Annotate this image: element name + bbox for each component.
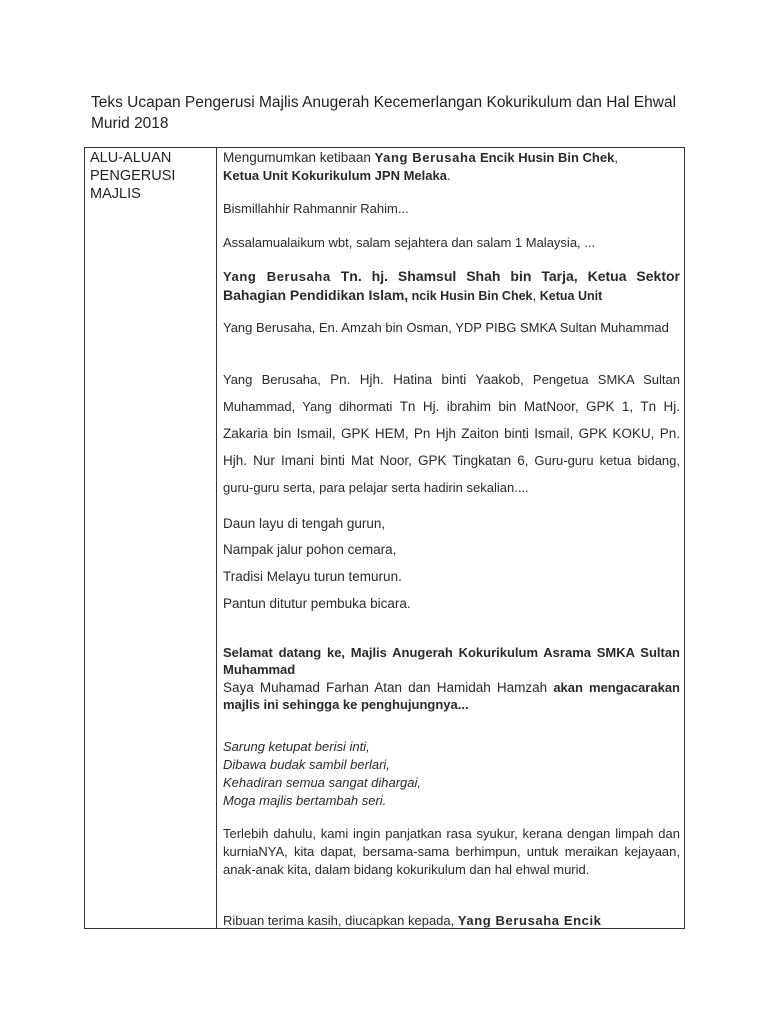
pantun-line: Sarung ketupat berisi inti, (223, 739, 370, 754)
welcome-paragraph: Selamat datang ke, Majlis Anugerah Kokurikulum Asrama SMKA Sultan Muhammad (223, 645, 680, 677)
gratitude-paragraph: Terlebih dahulu, kami ingin panjatkan rasa syukur, kerana dengan limpah dan kurniaNYA, kita dapat, bersama-sama berhimpun, untuk meraikan kejayaan, anak-anak kita, dalam bidang kokurikulum dan hal ehwal murid. (223, 826, 680, 877)
pantun-line: Pantun ditutur pembuka bicara. (223, 596, 411, 611)
emcee-paragraph: Saya Muhamad Farhan Atan dan Hamidah Hamzah akan mengacarakan majlis ini sehingga ke penghujungnya... (223, 680, 680, 712)
pantun-line: Tradisi Melayu turun temurun. (223, 569, 402, 584)
section-label-line: MAJLIS (90, 186, 141, 202)
section-label (90, 149, 210, 203)
column-divider (216, 148, 217, 928)
speech-table (84, 147, 685, 929)
pibg-paragraph: Yang Berusaha, En. Amzah bin Osman, YDP PIBG SMKA Sultan Muhammad (223, 320, 669, 335)
thanks-paragraph: Ribuan terima kasih, diucapkan kepada, Yang Berusaha Encik (223, 913, 602, 928)
pantun-line: Nampak jalur pohon cemara, (223, 542, 397, 557)
document-title: Teks Ucapan Pengerusi Majlis Anugerah Kecemerlangan Kokurikulum dan Hal Ehwal Murid 2018 (91, 94, 677, 132)
pantun-line: Dibawa budak sambil berlari, (223, 757, 390, 772)
pantun-line: Daun layu di tengah gurun, (223, 516, 386, 531)
section-label-line: ALU-ALUAN (90, 150, 172, 166)
dignitaries-paragraph: Yang Berusaha Tn. hj. Shamsul Shah bin Tarja, Ketua Sektor Bahagian Pendidikan Islam, ncik Husin Bin Chek, Ketua Unit (223, 268, 680, 303)
bismillah-line: Bismillahhir Rahmannir Rahim... (223, 201, 409, 216)
salam-line: Assalamualaikum wbt, salam sejahtera dan salam 1 Malaysia, ... (223, 235, 596, 250)
section-label-line: PENGERUSI (90, 168, 176, 184)
pantun-line: Kehadiran semua sangat dihargai, (223, 775, 422, 790)
announcement-paragraph: Mengumumkan ketibaan Yang Berusaha Encik Husin Bin Chek, Ketua Unit Kokurikulum JPN Melaka. (223, 150, 618, 183)
pantun-line: Moga majlis bertambah seri. (223, 793, 387, 808)
officials-paragraph: Yang Berusaha, Pn. Hjh. Hatina binti Yaakob, Pengetua SMKA Sultan Muhammad, Yang dihormati Tn Hj. ibrahim bin MatNoor, GPK 1, Tn Hj. Zakaria bin Ismail, GPK HEM, Pn Hjh Zaiton binti Ismail, GPK KOKU, Pn. Hjh. Nur Imani binti Mat Noor, GPK Tingkatan 6, Guru-guru ketua bidang, guru-guru serta, para pelajar serta hadirin sekalian.... (223, 372, 681, 495)
